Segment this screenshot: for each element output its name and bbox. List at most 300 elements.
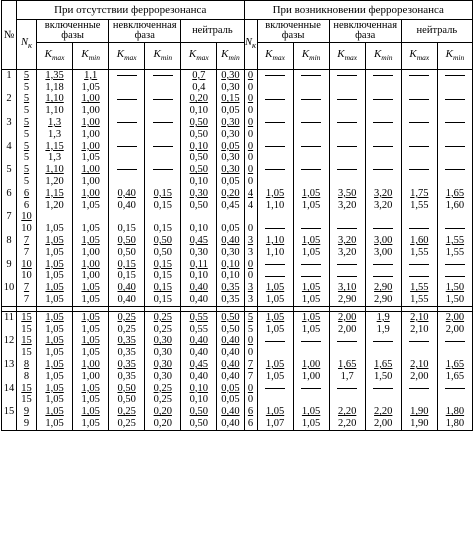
value-cell: 1,55 (401, 282, 437, 294)
value-cell (73, 212, 109, 224)
value-cell: 1,00 (73, 141, 109, 153)
nk-cell: 4 (244, 200, 257, 212)
value-cell (365, 383, 401, 395)
header-kmax: $K_{max}$ (401, 43, 437, 70)
value-cell: 0,05 (217, 383, 244, 395)
value-cell (329, 395, 365, 407)
value-cell (365, 395, 401, 407)
value-cell (257, 223, 293, 235)
value-cell (401, 153, 437, 165)
nk-cell: 0 (244, 347, 257, 359)
value-cell: 0,15 (145, 282, 181, 294)
row-number (2, 247, 17, 259)
value-cell: 0,05 (217, 141, 244, 153)
value-cell (109, 129, 145, 141)
value-cell: 1,05 (37, 406, 73, 418)
value-cell: 1,00 (293, 359, 329, 371)
nk-cell: 0 (244, 164, 257, 176)
value-cell: 0,10 (181, 176, 217, 188)
row-number (2, 418, 17, 430)
value-cell (109, 141, 145, 153)
nk-cell: 3 (244, 247, 257, 259)
value-cell: 1,05 (73, 282, 109, 294)
value-cell: 0,15 (145, 188, 181, 200)
nk-cell: 7 (17, 294, 37, 306)
value-cell: 0,10 (181, 105, 217, 117)
row-number (2, 176, 17, 188)
nk-cell: 6 (244, 418, 257, 430)
value-cell: 1,05 (293, 235, 329, 247)
value-cell: 0,50 (109, 247, 145, 259)
value-cell: 1,05 (37, 223, 73, 235)
table-row (2, 188, 473, 200)
value-cell (145, 212, 181, 224)
value-cell (293, 141, 329, 153)
value-cell: 0,30 (181, 188, 217, 200)
value-cell: 0,25 (145, 395, 181, 407)
value-cell: 0,50 (181, 153, 217, 165)
value-cell (109, 164, 145, 176)
value-cell: 1,10 (37, 94, 73, 106)
row-number: 8 (2, 235, 17, 247)
value-cell: 0,50 (181, 200, 217, 212)
header-neutral-2: нейтраль (401, 20, 472, 43)
nk-cell: 3 (244, 294, 257, 306)
value-cell (365, 70, 401, 82)
value-cell (401, 70, 437, 82)
value-cell (293, 223, 329, 235)
value-cell: 1,05 (37, 259, 73, 271)
value-cell: 0,15 (145, 200, 181, 212)
value-cell (365, 259, 401, 271)
value-cell (145, 82, 181, 94)
value-cell: 0,20 (145, 406, 181, 418)
nk-cell: 8 (17, 359, 37, 371)
table-row (2, 70, 473, 82)
value-cell (329, 176, 365, 188)
value-cell: 1,00 (73, 176, 109, 188)
value-cell: 1,05 (293, 294, 329, 306)
value-cell: 0,30 (217, 117, 244, 129)
value-cell: 1,00 (73, 94, 109, 106)
value-cell: 0,40 (109, 282, 145, 294)
nk-cell: 6 (17, 200, 37, 212)
nk-cell: 4 (244, 188, 257, 200)
nk-cell: 15 (17, 383, 37, 395)
table-row (2, 200, 473, 212)
value-cell: 0,40 (181, 282, 217, 294)
value-cell: 1,05 (293, 200, 329, 212)
value-cell: 0,30 (217, 164, 244, 176)
nk-cell: 0 (244, 94, 257, 106)
value-cell (181, 212, 217, 224)
nk-cell: 7 (17, 235, 37, 247)
header-kmax: $K_{max}$ (109, 43, 145, 70)
value-cell: 2,90 (365, 294, 401, 306)
value-cell: 2,00 (437, 311, 472, 323)
header-unswitched-phase-2: невключенная фаза (329, 20, 401, 43)
value-cell: 1,15 (37, 188, 73, 200)
value-cell: 2,00 (401, 371, 437, 383)
value-cell: 0,4 (181, 82, 217, 94)
header-group-present: При возникновении феррорезонанса (244, 1, 473, 20)
row-number (2, 271, 17, 283)
value-cell (217, 212, 244, 224)
value-cell: 1,05 (37, 282, 73, 294)
value-cell (293, 129, 329, 141)
value-cell: 1,05 (37, 359, 73, 371)
value-cell: 0,15 (109, 259, 145, 271)
nk-cell: 0 (244, 176, 257, 188)
table-row (2, 359, 473, 371)
value-cell (365, 153, 401, 165)
value-cell: 1,15 (37, 141, 73, 153)
header-switched-phases: включенные фазы (37, 20, 109, 43)
value-cell: 1,55 (437, 247, 472, 259)
value-cell: 1,05 (293, 188, 329, 200)
value-cell: 1,05 (37, 311, 73, 323)
value-cell (365, 347, 401, 359)
value-cell (145, 129, 181, 141)
value-cell (365, 271, 401, 283)
value-cell: 0,10 (181, 383, 217, 395)
value-cell: 0,40 (217, 359, 244, 371)
value-cell: 0,40 (217, 347, 244, 359)
value-cell (437, 271, 472, 283)
value-cell: 0,35 (109, 347, 145, 359)
value-cell: 0,50 (181, 164, 217, 176)
value-cell: 1,7 (329, 371, 365, 383)
nk-cell: 5 (17, 105, 37, 117)
header-kmax: $K_{max}$ (37, 43, 73, 70)
value-cell: 2,20 (329, 406, 365, 418)
value-cell (365, 94, 401, 106)
value-cell (329, 336, 365, 348)
row-number (2, 324, 17, 336)
value-cell (329, 117, 365, 129)
header-kmin: $K_{min}$ (437, 43, 472, 70)
value-cell (109, 82, 145, 94)
value-cell: 1,90 (401, 418, 437, 430)
value-cell (293, 395, 329, 407)
value-cell: 0,50 (109, 383, 145, 395)
value-cell (293, 259, 329, 271)
value-cell (329, 153, 365, 165)
value-cell (257, 129, 293, 141)
value-cell (437, 383, 472, 395)
table-row (2, 271, 473, 283)
value-cell: 0,25 (109, 418, 145, 430)
value-cell (437, 141, 472, 153)
value-cell: 0,45 (217, 200, 244, 212)
header-neutral: нейтраль (181, 20, 244, 43)
value-cell: 1,00 (73, 129, 109, 141)
value-cell: 0,35 (109, 359, 145, 371)
value-cell: 1,05 (73, 395, 109, 407)
nk-cell: 5 (17, 117, 37, 129)
header-kmin: $K_{min}$ (217, 43, 244, 70)
row-number (2, 294, 17, 306)
value-cell (293, 82, 329, 94)
nk-cell: 7 (244, 359, 257, 371)
value-cell: 0,25 (109, 324, 145, 336)
value-cell: 0,30 (145, 359, 181, 371)
value-cell: 1,00 (73, 247, 109, 259)
header-group-absent: При отсутствии феррорезонанса (17, 1, 244, 20)
header-unswitched-phase: невключенная фаза (109, 20, 181, 43)
value-cell: 0,40 (217, 235, 244, 247)
nk-cell: 0 (244, 336, 257, 348)
value-cell (365, 164, 401, 176)
value-cell (401, 94, 437, 106)
value-cell: 3,00 (365, 247, 401, 259)
table-row (2, 406, 473, 418)
value-cell (257, 336, 293, 348)
value-cell (401, 141, 437, 153)
value-cell (37, 212, 73, 224)
row-number: 7 (2, 212, 17, 224)
nk-cell: 10 (17, 271, 37, 283)
value-cell: 0,11 (181, 259, 217, 271)
value-cell (293, 94, 329, 106)
value-cell: 1,05 (293, 282, 329, 294)
nk-cell: 0 (244, 105, 257, 117)
value-cell (437, 347, 472, 359)
value-cell: 0,15 (217, 94, 244, 106)
table-row (2, 371, 473, 383)
value-cell: 0,40 (217, 371, 244, 383)
value-cell (329, 82, 365, 94)
row-number (2, 105, 17, 117)
header-switched-phases-2: включенные фазы (257, 20, 329, 43)
value-cell: 1,05 (37, 324, 73, 336)
nk-cell: 0 (244, 383, 257, 395)
table-row (2, 105, 473, 117)
value-cell: 1,65 (437, 188, 472, 200)
row-number: 9 (2, 259, 17, 271)
value-cell: 1,00 (73, 371, 109, 383)
value-cell (293, 271, 329, 283)
value-cell (329, 271, 365, 283)
value-cell: 0,30 (181, 247, 217, 259)
nk-cell: 0 (244, 82, 257, 94)
value-cell: 2,10 (401, 311, 437, 323)
value-cell: 0,25 (109, 406, 145, 418)
header-nk-2: $N_к$ (244, 20, 257, 70)
value-cell: 0,35 (109, 371, 145, 383)
nk-cell: 15 (17, 336, 37, 348)
header-nk: $N_к$ (17, 20, 37, 70)
value-cell: 1,65 (437, 371, 472, 383)
value-cell: 0,15 (145, 259, 181, 271)
value-cell: 1,05 (73, 294, 109, 306)
value-cell: 0,35 (109, 336, 145, 348)
value-cell (109, 117, 145, 129)
value-cell: 1,05 (73, 347, 109, 359)
nk-cell: 5 (17, 153, 37, 165)
value-cell: 1,05 (257, 324, 293, 336)
nk-cell: 15 (17, 324, 37, 336)
value-cell (329, 223, 365, 235)
value-cell (401, 259, 437, 271)
value-cell (437, 223, 472, 235)
value-cell: 0,40 (181, 294, 217, 306)
table-row (2, 247, 473, 259)
table-row (2, 235, 473, 247)
value-cell: 0,40 (217, 406, 244, 418)
value-cell (437, 105, 472, 117)
nk-cell: 15 (17, 311, 37, 323)
value-cell (401, 129, 437, 141)
value-cell: 0,50 (181, 418, 217, 430)
value-cell (257, 347, 293, 359)
value-cell: 1,05 (293, 324, 329, 336)
value-cell (329, 94, 365, 106)
nk-cell: 0 (244, 141, 257, 153)
value-cell (257, 395, 293, 407)
value-cell: 1,50 (437, 294, 472, 306)
nk-cell: 5 (244, 311, 257, 323)
nk-cell: 10 (17, 223, 37, 235)
value-cell: 0,45 (181, 235, 217, 247)
value-cell (293, 212, 329, 224)
value-cell (437, 395, 472, 407)
value-cell: 1,00 (73, 117, 109, 129)
value-cell (437, 176, 472, 188)
row-number: 2 (2, 94, 17, 106)
ferroresonance-table (1, 0, 473, 431)
row-number (2, 395, 17, 407)
value-cell: 0,30 (145, 336, 181, 348)
nk-cell: 7 (17, 282, 37, 294)
value-cell: 2,00 (329, 324, 365, 336)
value-cell: 1,05 (73, 336, 109, 348)
value-cell (401, 82, 437, 94)
value-cell (401, 212, 437, 224)
value-cell: 1,00 (73, 164, 109, 176)
nk-cell: 10 (17, 212, 37, 224)
table-body (2, 70, 473, 431)
value-cell (401, 176, 437, 188)
table-row (2, 153, 473, 165)
nk-cell: 0 (244, 153, 257, 165)
nk-cell: 0 (244, 70, 257, 82)
value-cell (329, 105, 365, 117)
value-cell: 2,00 (365, 418, 401, 430)
value-cell (437, 336, 472, 348)
value-cell: 1,05 (37, 371, 73, 383)
row-number (2, 200, 17, 212)
nk-cell: 0 (244, 259, 257, 271)
value-cell: 0,40 (109, 188, 145, 200)
value-cell: 0,40 (109, 294, 145, 306)
value-cell (257, 105, 293, 117)
value-cell: 1,00 (73, 271, 109, 283)
row-number (2, 82, 17, 94)
value-cell: 0,50 (181, 406, 217, 418)
value-cell (109, 153, 145, 165)
value-cell: 1,05 (37, 271, 73, 283)
table-row (2, 176, 473, 188)
value-cell: 0,50 (217, 311, 244, 323)
value-cell (293, 70, 329, 82)
value-cell (437, 70, 472, 82)
value-cell (329, 383, 365, 395)
nk-cell: 5 (17, 176, 37, 188)
value-cell: 1,9 (365, 324, 401, 336)
value-cell (365, 82, 401, 94)
table-row (2, 117, 473, 129)
row-number: 5 (2, 164, 17, 176)
value-cell: 1,05 (257, 359, 293, 371)
value-cell: 0,7 (181, 70, 217, 82)
value-cell: 1,05 (37, 247, 73, 259)
value-cell (145, 94, 181, 106)
value-cell: 1,05 (73, 223, 109, 235)
value-cell: 2,10 (401, 359, 437, 371)
row-number: 3 (2, 117, 17, 129)
value-cell (401, 271, 437, 283)
table-row (2, 164, 473, 176)
value-cell (109, 105, 145, 117)
value-cell: 0,30 (217, 247, 244, 259)
nk-cell: 0 (244, 129, 257, 141)
table-row (2, 282, 473, 294)
value-cell (257, 117, 293, 129)
value-cell: 1,10 (257, 200, 293, 212)
value-cell: 0,40 (181, 371, 217, 383)
value-cell: 1,35 (37, 70, 73, 82)
row-number (2, 153, 17, 165)
value-cell (293, 336, 329, 348)
header-kmax: $K_{max}$ (181, 43, 217, 70)
value-cell: 0,15 (109, 271, 145, 283)
row-number: 15 (2, 406, 17, 418)
value-cell: 0,50 (145, 235, 181, 247)
header-kmin: $K_{min}$ (365, 43, 401, 70)
value-cell (401, 105, 437, 117)
value-cell: 1,05 (37, 383, 73, 395)
value-cell (365, 176, 401, 188)
value-cell: 0,55 (181, 324, 217, 336)
value-cell: 1,05 (293, 247, 329, 259)
table-row (2, 94, 473, 106)
value-cell (293, 176, 329, 188)
value-cell: 0,25 (145, 324, 181, 336)
value-cell: 1,05 (257, 311, 293, 323)
value-cell: 1,60 (401, 235, 437, 247)
nk-cell: 5 (17, 164, 37, 176)
table-row (2, 347, 473, 359)
value-cell: 0,45 (181, 359, 217, 371)
value-cell: 0,40 (109, 200, 145, 212)
value-cell (145, 70, 181, 82)
value-cell: 1,65 (365, 359, 401, 371)
value-cell (293, 153, 329, 165)
value-cell (437, 94, 472, 106)
value-cell: 0,30 (217, 153, 244, 165)
table-row (2, 82, 473, 94)
value-cell (365, 223, 401, 235)
value-cell: 1,05 (73, 406, 109, 418)
value-cell: 1,80 (437, 418, 472, 430)
row-number (2, 129, 17, 141)
value-cell: 0,05 (217, 105, 244, 117)
value-cell: 1,05 (37, 347, 73, 359)
value-cell (329, 70, 365, 82)
value-cell (109, 176, 145, 188)
value-cell: 1,90 (401, 406, 437, 418)
